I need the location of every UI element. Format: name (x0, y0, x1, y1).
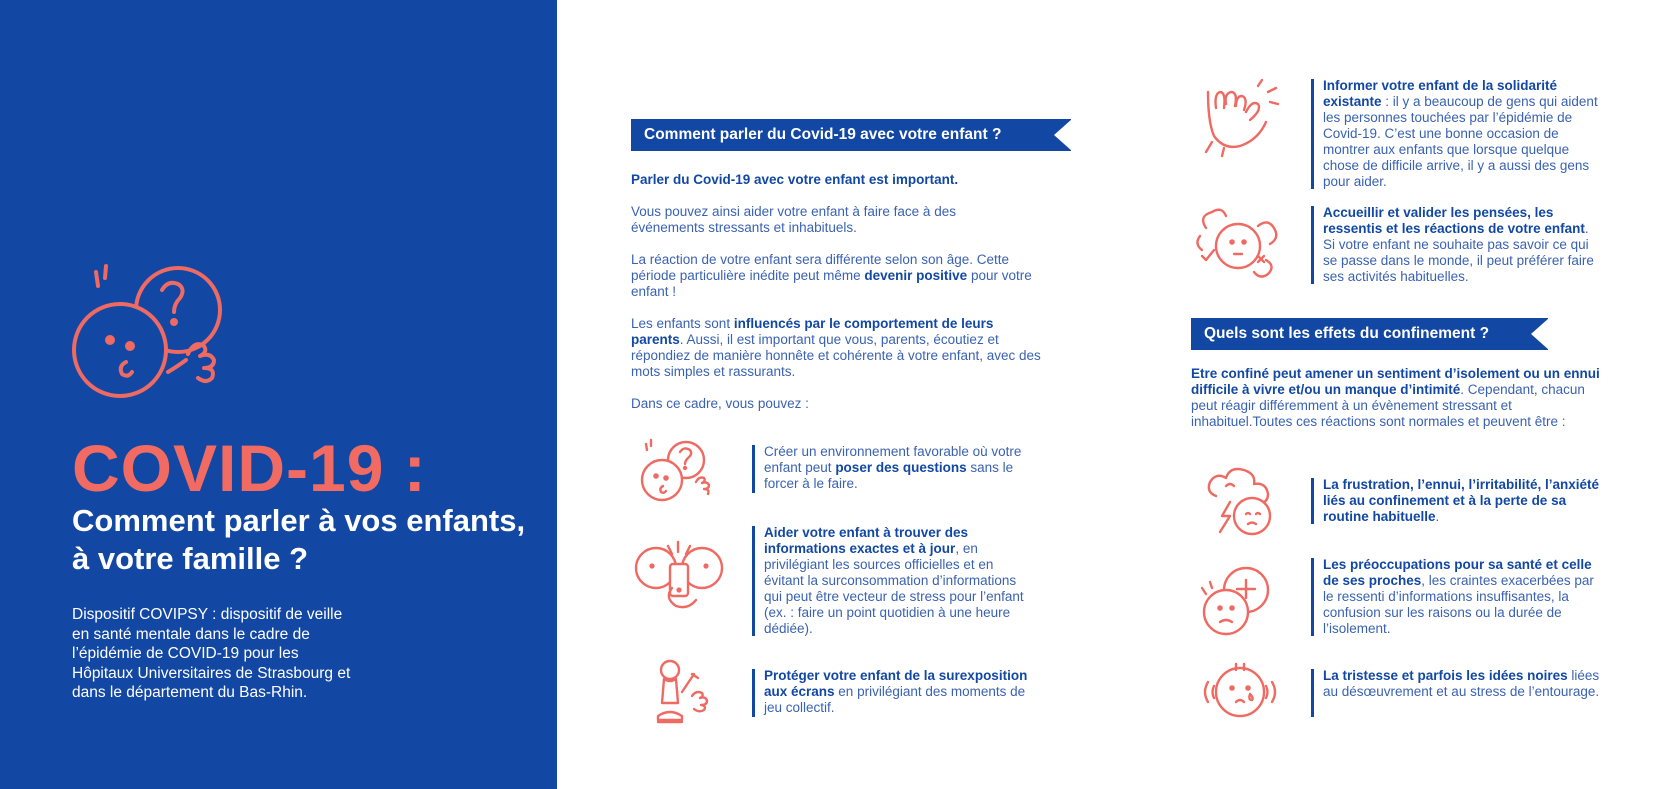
item-divider (1311, 478, 1314, 524)
section-banner-talk: Comment parler du Covid-19 avec votre enfant ? (631, 119, 1071, 151)
item-text: Protéger votre enfant de la surexposition aux écrans en privilégiant des moments de jeu collectif. (764, 668, 1028, 715)
item-text: La frustration, l’ennui, l’irritabilité, l’anxiété liés au confinement et à la perte de sa routine habituelle. (1323, 477, 1600, 524)
paragraph-help: Vous pouvez ainsi aider votre enfant à faire face à des événements stressants et inhabituels. (631, 204, 956, 235)
item-divider (1311, 558, 1314, 636)
item-divider (1311, 79, 1314, 189)
item-text: Informer votre enfant de la solidarité existante : il y a beaucoup de gens qui aident les personnes touchées par l’épidémie de Covid-19. C’est une bonne occasion de montrer aux enfants que lorsque quelque chose de difficile arrive, il y a aussi des gens pour aider. (1323, 78, 1598, 189)
storm-cloud-icon (1202, 466, 1282, 542)
item-divider (752, 445, 755, 493)
item-divider (752, 669, 755, 717)
paragraph-confinement: Etre confiné peut amener un sentiment d’isolement ou un ennui difficile à vivre et/ou un manque d’intimité. Cependant, chacun peut réagir différemment à un évènement stressant et inhabituel.Toutes ces réactions sont normales et peuvent être : (1191, 366, 1600, 429)
phone-faces-icon (632, 536, 728, 612)
cover-title: COVID-19 : (72, 431, 427, 505)
item-text: Accueillir et valider les pensées, les ressentis et les réactions de votre enfant. Si votre enfant ne souhaite pas savoir ce qui se passe dans le monde, il peut préférer faire ses activités habituelles. (1323, 205, 1594, 284)
paragraph-reaction: La réaction de votre enfant sera différente selon son âge. Cette période particulière inédite peut même devenir positive pour votre enfant ! (631, 252, 1032, 299)
item-text: Aider votre enfant à trouver des informations exactes et à jour, en privilégiant les sources officielles et en évitant la surconsommation d’informations qui peut être vecteur de stress pour l’enfant (ex. : faire un point quotidien à une heure dédiée). (764, 525, 1024, 636)
section-banner-confinement: Quels sont les effets du confinement ? (1191, 318, 1548, 350)
mixed-feelings-icon (1192, 206, 1282, 282)
question-faces-icon (636, 438, 718, 504)
paragraph-framework: Dans ce cadre, vous pouvez : (631, 396, 809, 411)
item-divider (752, 526, 755, 636)
health-worry-icon (1196, 560, 1280, 640)
chess-pawn-icon (648, 656, 720, 726)
item-text: Créer un environnement favorable où votre enfant peut poser des questions sans le forcer à le faire. (764, 444, 1022, 491)
helping-hands-icon (1198, 78, 1282, 158)
item-text: Les préoccupations pour sa santé et celle de ses proches, les craintes exacerbées par le ressenti d’informations insuffisantes, la confusion sur les raisons ou la durée de l’isolement. (1323, 557, 1594, 636)
question-faces-icon (68, 262, 238, 402)
cover-subtitle: Comment parler à vos enfants, à votre famille ? (72, 503, 526, 576)
cover-panel (0, 0, 557, 789)
item-text: La tristesse et parfois les idées noires liées au désœuvrement et au stress de l’entourage. (1323, 668, 1600, 699)
cover-description: Dispositif COVIPSY : dispositif de veille en santé mentale dans le cadre de l’épidémie de COVID-19 pour les Hôpitaux Universitaires de Strasbourg et dans le département du Bas-Rhin. (72, 606, 351, 701)
item-divider (1311, 669, 1314, 717)
paragraph-influence: Les enfants sont influencés par le comportement de leurs parents. Aussi, il est important que vous, parents, écoutiez et répondiez de manière honnête et cohérente à votre enfant, avec des mots simples et rassurants. (631, 316, 1041, 379)
sad-face-icon (1200, 662, 1280, 722)
item-divider (1311, 206, 1314, 284)
intro-statement: Parler du Covid-19 avec votre enfant est important. (631, 172, 959, 187)
